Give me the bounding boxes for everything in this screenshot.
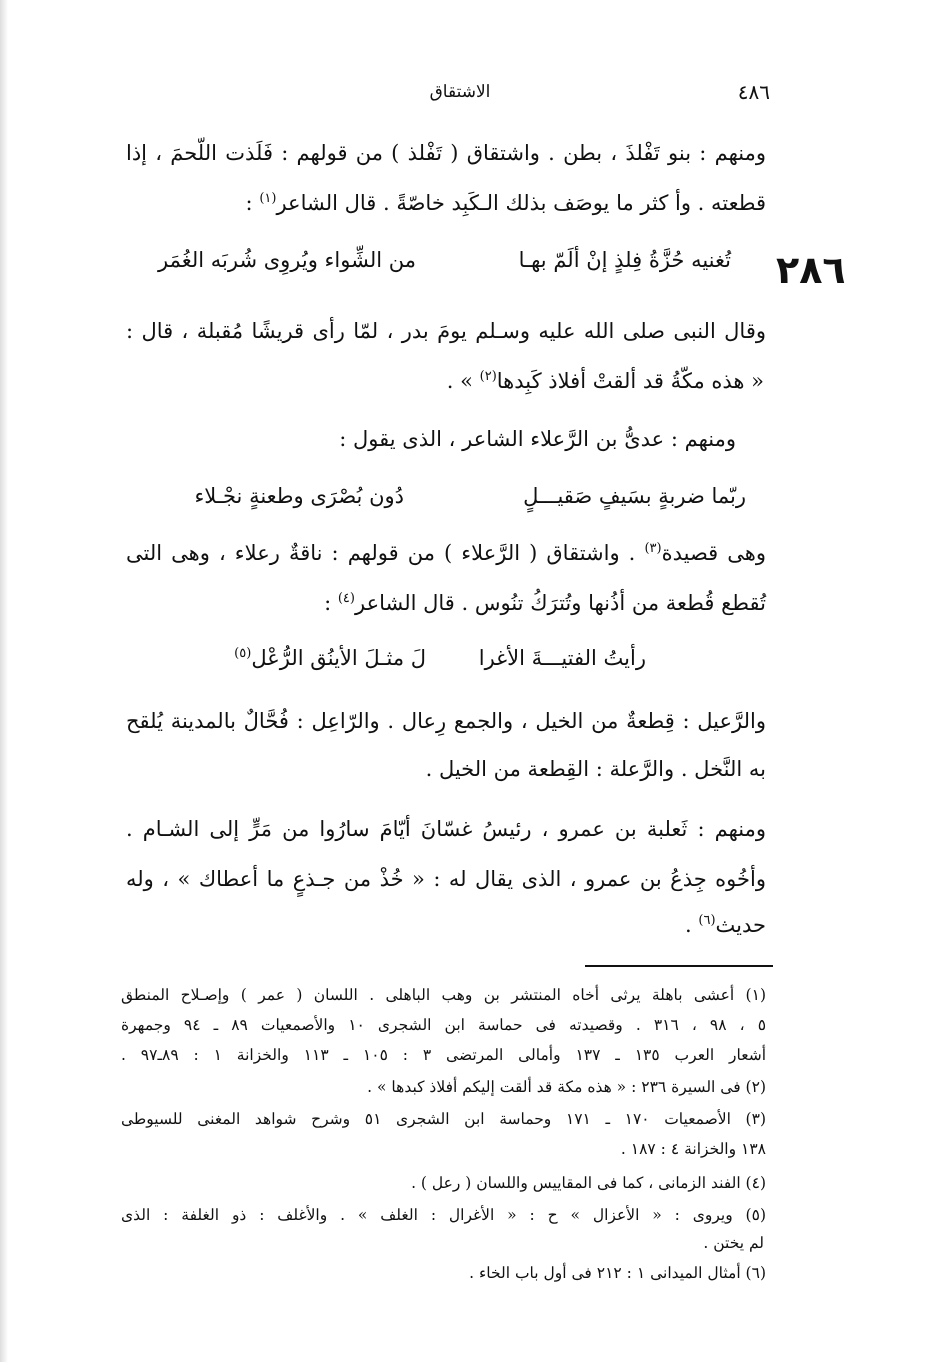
footnote-line: (٣) الأصمعيات ١٧٠ ـ ١٧١ وحماسة ابن الشجرى ٥١ وشرح شواهد المغنى للسيوطى [121, 1110, 766, 1128]
body-line [126, 190, 766, 217]
footnote-ref: (٤) [337, 591, 355, 606]
body-text: حديث [715, 913, 766, 937]
verse-hemistich-first: ربّما ضربةٍ بسَيفٍ صَقيـــلٍ [523, 484, 746, 508]
running-header-title: الاشتقاق [429, 82, 491, 102]
body-line: وقال النبى صلى الله عليه وسـلم يومَ بدر ، لمّا رأى قريشًا مُقبلة ، قال : [126, 319, 766, 343]
body-line: ومنهم : ثَعلبة بن عمرو ، رئيسُ غسّانَ أيّامَ سارُوا من مَرٍّ إلى الشـام . [126, 817, 767, 841]
footnote-line: (٢) فى السيرة ٢٣٦ : « هذه مكة قد ألقت إليكم أفلاذ كبدها » . [367, 1078, 766, 1096]
body-text: » . [446, 369, 480, 393]
body-text: « هذه مكّةُ قد ألقتْ أفلاذ كَبِدها [496, 369, 764, 393]
footnote-ref: (٦) [698, 913, 716, 928]
verse-text: لَ مثـلَ الأينُق الرُّعْل [251, 646, 426, 670]
footnote-separator [585, 965, 773, 967]
body-text: تُقطع قُطعة من أذُنها وتُترَكُ تنُوس . قال الشاعر [354, 591, 766, 615]
footnote-line: (٦) أمثال الميدانى ١ : ٢١٢ فى أول باب الخاء . [469, 1264, 766, 1282]
footnote-line: (١) أعشى باهلة يرثى أخاه المنتشر بن وهب الباهلى . اللسان ( عمر ) وإصـلاح المنطق [121, 986, 766, 1004]
body-text: : [245, 191, 260, 215]
footnote-line: (٤) الفند الزمانى ، كما فى المقاييس واللسان ( رعل ) . [411, 1174, 766, 1192]
footnote-ref: (٣) [644, 541, 662, 556]
scan-edge-shadow [0, 0, 8, 1362]
body-text: . واشتقاق ( الرَّعلاء ) من قولهم : ناقةٌ رعلاء ، وهى التى [126, 541, 645, 565]
verse-hemistich-second: من الشِّواء ويُروِى شُربَه الغُمَر [158, 248, 416, 272]
body-text: : [324, 591, 338, 615]
footnote-line: ٥ ، ٩٨ ، ٣١٦ . وقصيدته فى حماسة ابن الشجرى ١٠ والأصمعيات ٨٩ ـ ٩٤ وجمهرة [121, 1016, 767, 1034]
verse-hemistich-first: رأيتُ الفتيـــةَ الأغرا [478, 646, 646, 670]
body-line [126, 590, 766, 617]
verse-hemistich-second: دُون بُصْرَى وطعنةٍ نجْـلاء [194, 484, 404, 508]
footnote-line: ١٣٨ والخزانة ٤ : ١٨٧ . [620, 1140, 766, 1158]
footnote-ref: (٢) [479, 369, 497, 384]
footnote-line: (٥) ويروى : « الأعزال » ح : « الأغرال : الغلف » . والأغلف : ذو الغلفة : الذى [121, 1206, 766, 1224]
footnote-ref: (١) [259, 191, 277, 206]
body-text: قطعته . وأ كثر ما يوصَف بذلك الـكَبِد خاصّةً . قال الشاعر [276, 191, 766, 215]
body-line: ومنهم : بنو تَفْلذَ ، بطن . واشتقاق ( تَفْلذ ) من قولهم : فَلَذت اللّحمَ ، إذا [126, 141, 766, 165]
body-text: . [685, 913, 699, 937]
body-line: وأخُوه جِذعُ بن عمرو ، الذى يقال له : « خُذْ من جـذعٍ ما أعطاك » ، وله [126, 867, 766, 891]
body-line: ومنهم : عدىُّ بن الرَّعلاء الشاعر ، الذى يقول : [339, 427, 736, 451]
body-line [126, 912, 766, 939]
page-number: ٤٨٦ [737, 80, 770, 104]
body-line [126, 540, 766, 567]
verse-hemistich-first: تُغنيه حُزَّةُ فِلذٍ إنْ ألَمّ بهـا [518, 248, 731, 272]
verse-number: ٢٨٦ [776, 248, 846, 292]
body-text: وهى قصيدة [661, 541, 766, 565]
body-line: به النَّخل . والرَّعلة : القِطعة من الخيل . [425, 757, 766, 781]
footnote-line: لم يختن . [703, 1234, 764, 1252]
footnote-line: أشعار العرب ١٣٥ ـ ١٣٧ وأمالى المرتضى ٣ : ١٠٥ ـ ١١٣ والخزانة ١ : ٨٩ـ٩٧ . [121, 1046, 767, 1064]
body-line: والرَّعيل : قِطعةٌ من الخيل ، والجمع رِعال . والرّاعِل : فُحَّالٌ بالمدينة يُلقح [126, 709, 766, 733]
footnote-ref: (٥) [234, 646, 252, 661]
body-line [124, 368, 764, 395]
verse-hemistich-second [234, 646, 426, 670]
